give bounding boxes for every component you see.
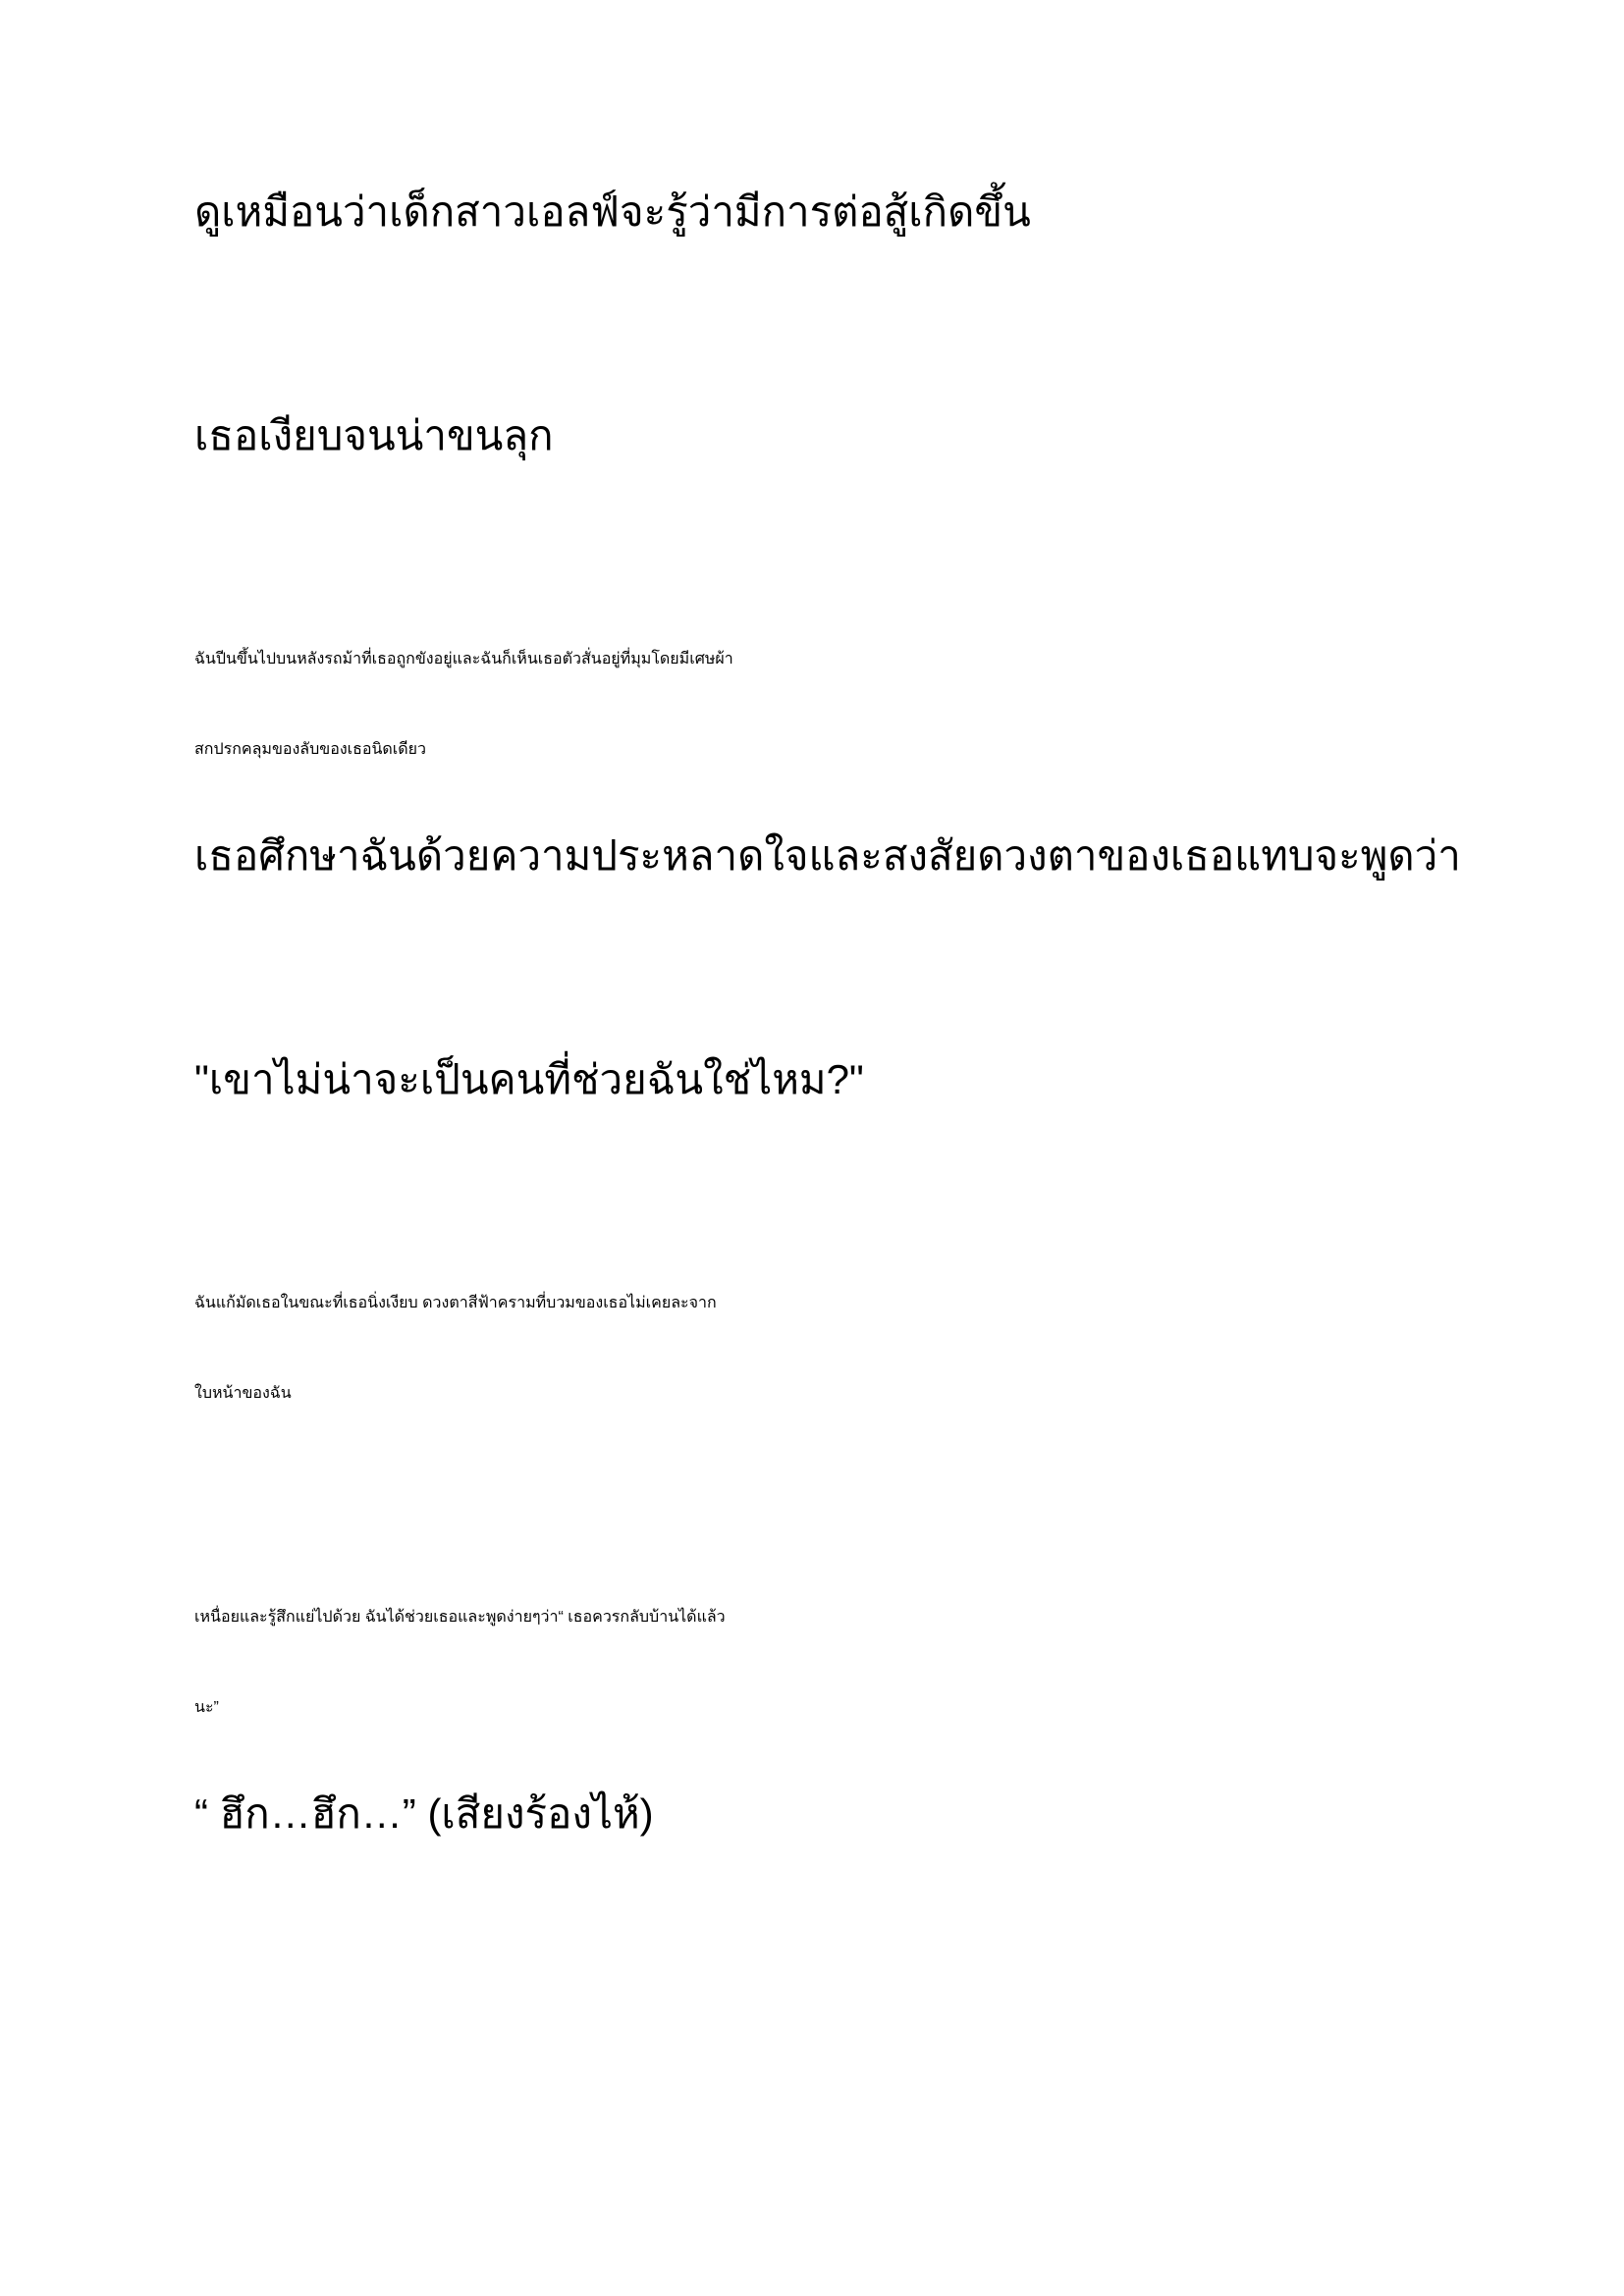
paragraph [194, 167, 1442, 257]
text-line: นะ” [194, 1699, 219, 1716]
text-line: เธอศึกษาฉันด้วยความประหลาดใจและสงสัยดวงตาของเธอแทบจะพูดว่า [194, 832, 1461, 879]
text-line: สกปรกคลุมของลับของเธอนิดเดียว [194, 741, 427, 758]
text-line: “ ฮึก…ฮึก…” (เสียงร้องไห้) [194, 1790, 654, 1837]
text-line: ใบหน้าของฉัน [194, 1385, 292, 1402]
paragraph [194, 391, 1442, 481]
paragraph [194, 1035, 1442, 1125]
text-line: "เขาไม่น่าจะเป็นคนที่ช่วยฉันใช่ไหม?" [194, 1056, 864, 1102]
text-line: ฉันแก้มัดเธอในขณะที่เธอนิ่งเงียบ ดวงตาสีฟ้าครามที่บวมของเธอไม่เคยละจาก [194, 1295, 717, 1311]
text-line: เธอเงียบจนน่าขนลุก [194, 412, 554, 458]
text-line: เหนื่อยและรู้สึกแย่ไปด้วย ฉันได้ช่วยเธอและพูดง่ายๆว่า“ เธอควรกลับบ้านได้แล้ว [194, 1609, 726, 1626]
paragraph [194, 1769, 1442, 1859]
text-line: ดูเหมือนว่าเด็กสาวเอลฟ์จะรู้ว่ามีการต่อสู้เกิดขึ้น [194, 188, 1031, 235]
text-line: ฉันปีนขึ้นไปบนหลังรถม้าที่เธอถูกขังอยู่และฉันก็เห็นเธอตัวสั่นอยู่ที่มุมโดยมีเศษผ้า [194, 651, 733, 667]
paragraph [194, 811, 1461, 901]
